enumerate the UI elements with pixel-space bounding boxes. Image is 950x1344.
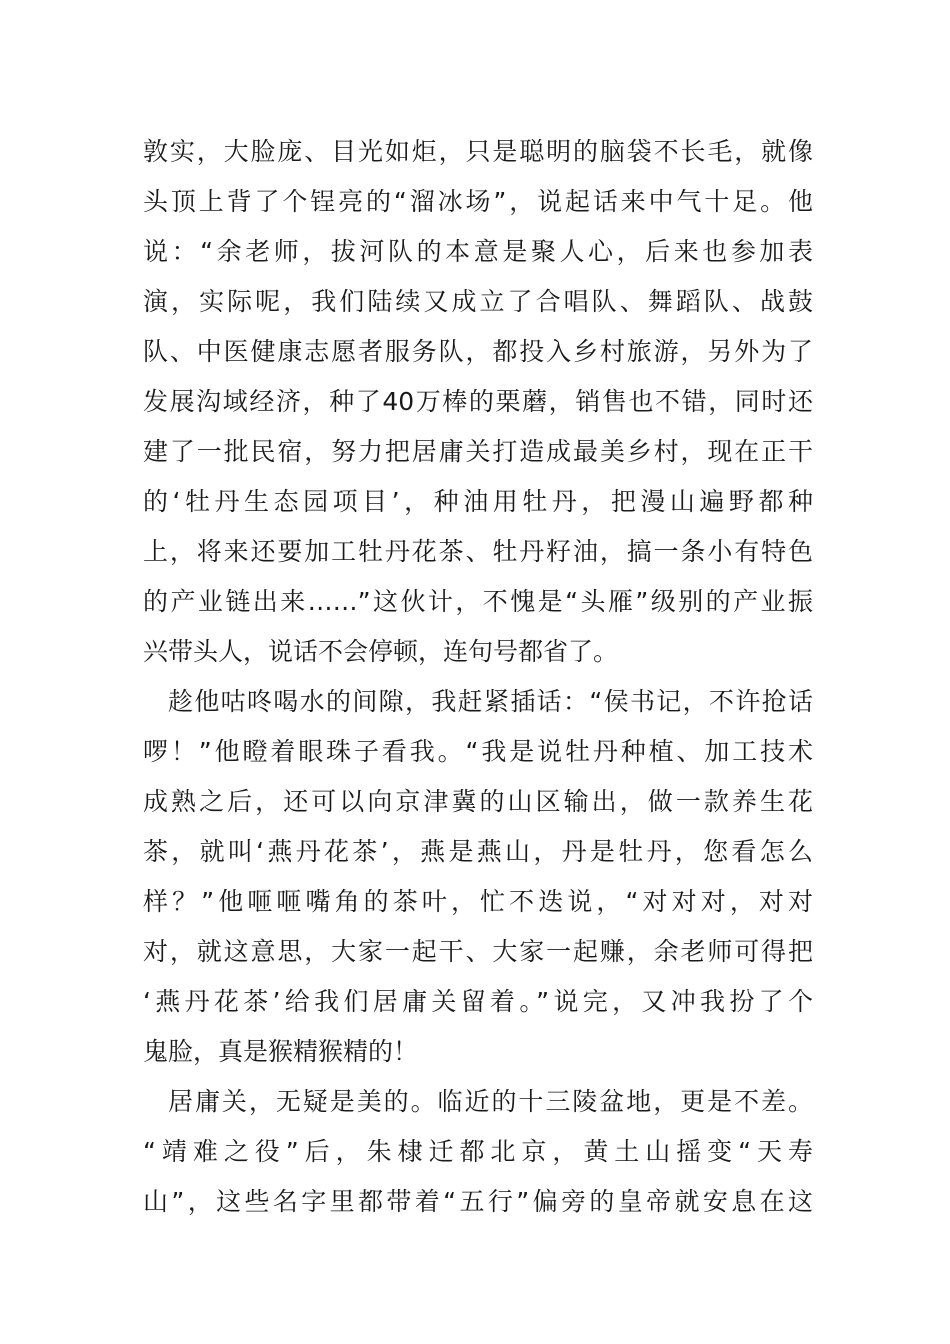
text-line: 上，将来还要加工牡丹花茶、牡丹籽油，搞一条小有特色 [143,537,813,566]
text-line: 茶，就叫‘燕丹花茶’，燕是燕山，丹是牡丹，您看怎么 [143,837,813,866]
text-line: ‘燕丹花茶’给我们居庸关留着。”说完，又冲我扮了个 [143,987,813,1016]
text-line: 演，实际呢，我们陆续又成立了合唱队、舞蹈队、战鼓 [143,287,813,316]
text-line: 成熟之后，还可以向京津冀的山区输出，做一款养生花 [143,787,813,816]
text-line: 头顶上背了个锃亮的“溜冰场”，说起话来中气十足。他 [143,187,813,216]
paragraph-2 [143,677,813,1077]
text-line: 啰！”他瞪着眼珠子看我。“我是说牡丹种植、加工技术 [143,737,813,766]
text-line: 的产业链出来……”这伙计，不愧是“头雁”级别的产业振 [143,587,813,616]
text-line: 样？”他咂咂嘴角的茶叶，忙不迭说，“对对对，对对 [143,887,813,916]
text-line: 对，就这意思，大家一起干、大家一起赚，余老师可得把 [143,937,813,966]
text-line: 鬼脸，真是猴精猴精的！ [143,1037,419,1066]
text-line: 说：“余老师，拔河队的本意是聚人心，后来也参加表 [143,237,813,266]
text-line: 敦实，大脸庞、目光如炬，只是聪明的脑袋不长毛，就像 [143,137,813,166]
text-line: 兴带头人，说话不会停顿，连句号都省了。 [143,637,619,666]
text-line: 的‘牡丹生态园项目’，种油用牡丹，把漫山遍野都种 [143,487,813,516]
paragraph-1 [143,127,813,677]
text-line: “靖难之役”后，朱棣迁都北京，黄土山摇变“天寿 [143,1137,813,1166]
text-line: 山”，这些名字里都带着“五行”偏旁的皇帝就安息在这 [143,1187,813,1216]
text-line: 趁他咕咚喝水的间隙，我赶紧插话：“侯书记，不许抢话 [168,687,813,716]
text-line: 发展沟域经济，种了40万棒的栗蘑，销售也不错，同时还 [143,387,813,416]
text-line: 建了一批民宿，努力把居庸关打造成最美乡村，现在正干 [143,437,813,466]
paragraph-3 [143,1077,813,1227]
text-line: 队、中医健康志愿者服务队，都投入乡村旅游，另外为了 [143,337,813,366]
body-text [143,127,813,1227]
text-line: 居庸关，无疑是美的。临近的十三陵盆地，更是不差。 [168,1087,813,1116]
